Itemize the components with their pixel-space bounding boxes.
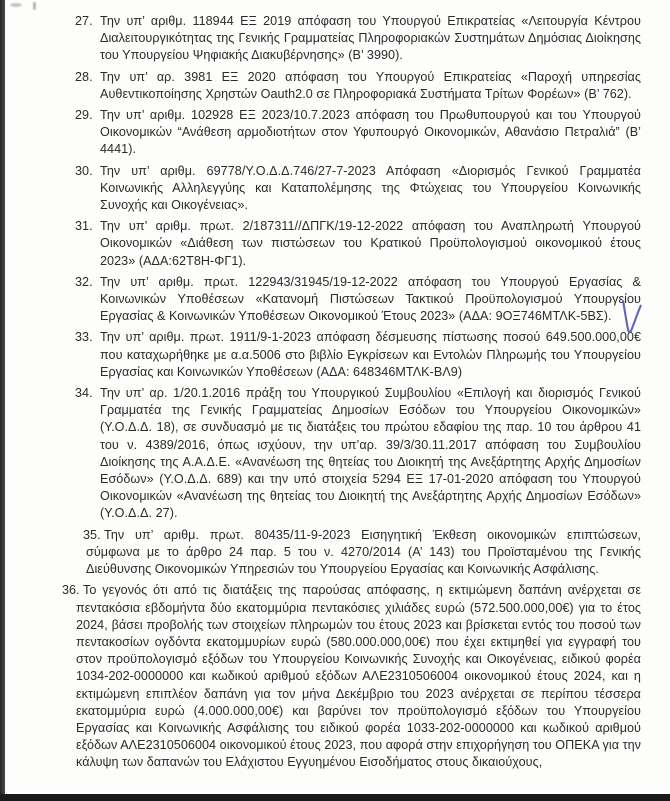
list-item-30 [0, 163, 641, 215]
item-text: Την υπ’ αριθμ. πρωτ. 2/187311//ΔΠΓΚ/19-12-2022 απόφαση του Αναπληρωτή Υπουργού Οικονομικών «Διάθεση των πιστώσεων του Κρατικού Προϋπολογισμού οικονομικού έτους 2023» (ΑΔΑ:62Τ8Η-ΦΓ1). [100, 219, 641, 268]
list-item-31 [0, 218, 641, 270]
item-number: 35. [83, 527, 101, 542]
item-number: 28. [75, 69, 93, 84]
item-number: 30. [75, 163, 93, 178]
list-item-34 [0, 385, 641, 523]
scan-edge-bottom [0, 794, 670, 801]
list-item-28 [0, 69, 641, 103]
handwritten-checkmark-annotation [618, 300, 642, 338]
item-text: Την υπ’ αριθμ. πρωτ. 1911/9-1-2023 απόφαση δέσμευσης πίστωσης ποσού 649.500.000,00€ που καταχωρήθηκε με α.α.5006 στο βιβλίο Εγκρίσεων και Εντολών Πληρωμής του Υπουργείου Εργασίας και Κοινωνικών Υποθέσεων (ΑΔΑ: 648346ΜΤΛΚ-ΒΛ9) [100, 330, 641, 379]
item-number: 36. [62, 583, 80, 598]
scan-speck [10, 3, 22, 7]
list-item-33 [0, 329, 641, 381]
list-item-32 [0, 274, 641, 326]
list-item-27 [0, 13, 641, 65]
item-number: 33. [75, 330, 93, 345]
item-number: 27. [75, 14, 93, 28]
list-item-29 [0, 107, 641, 159]
item-text: Την υπ’ αριθμ. πρωτ. 80435/11-9-2023 Εισηγητική Έκθεση οικονομικών επιπτώσεων, σύμφωνα με το άρθρο 24 παρ. 5 του ν. 4270/2014 (Α’ 143) του Προϊσταμένου της Γενικής Διεύθυνσης Οικονομικών Υπηρεσιών του Υπουργείου Εργασίας και Κοινωνικής Ασφάλισης. [86, 527, 641, 577]
item-text: Την υπ’ αριθμ. 118944 ΕΞ 2019 απόφαση του Υπουργού Επικρατείας «Λειτουργία Κέντρου Διαλειτουργικότητας της Γενικής Γραμματείας Πληροφοριακών Συστημάτων Δημόσιας Διοίκησης του Υπουργείου Ψηφιακής Διακυβέρνησης» (Β’ 3990). [100, 14, 641, 63]
item-text: Την υπ’ αρ. 1/20.1.2016 πράξη του Υπουργικού Συμβουλίου «Επιλογή και διορισμός Γενικού Γραμματέα της Γενικής Γραμματείας Δημοσίων Εσόδων του Υπουργείου Οικονομικών» (Υ.Ο.Δ.Δ. 18), σε συνδυασμό με τις διατάξεις του πρώτου εδαφίου της παρ. 10 του άρθρου 41 του ν. 4389/2016, όπως ισχύουν, την υπ’αρ. 39/3/30.11.2017 απόφαση του Συμβουλίου Διοίκησης της Α.Α.Δ.Ε. «Ανανέωση της θητείας του Διοικητή της Ανεξάρτητης Αρχής Δημοσίων Εσόδων» (Υ.Ο.Δ.Δ. 689) και την υπό στοιχεία 5294 ΕΞ 17-01-2020 απόφαση του Υπουργού Οικονομικών «Ανανέωση της θητείας του Διοικητή της Ανεξάρτητης Αρχής Δημοσίων Εσόδων» (Υ.Ο.Δ.Δ. 27). [100, 386, 641, 521]
scan-speck [33, 2, 36, 10]
item-number: 32. [75, 274, 93, 289]
item-text: Το γεγονός ότι από τις διατάξεις της παρούσας απόφασης, η εκτιμώμενη δαπάνη ανέρχεται σε πεντακόσια εβδομήντα δύο εκατομμύρια πεντακόσιες χιλιάδες ευρώ (572.500.000,00€) για το έτος 2024, βάσει προβολής των στοιχείων πληρωμών του έτους 2023 και βρίσκεται εντός του ποσού των πεντακοσίων ογδόντα εκατομμυρίων ευρώ (580.000.000,00€) που έχει εκτιμηθεί για εγγραφή του στον προϋπολογισμό εξόδων του Υπουργείου Κοινωνικής Συνοχής και Οικογένειας, ειδικού φορέα 1034-202-0000000 και κωδικού αριθμού εξόδων ΑΛΕ2310506004 οικονομικού έτους 2024, και η εκτιμώμενη επιπλέον δαπάνη για τον μήνα Δεκέμβριο του 2023 ανέρχεται σε περίπου τέσσερα εκατομμύρια ευρώ (4.000.000,00€) και βαρύνει τον προϋπολογισμό εξόδων του Υπουργείου Εργασίας και Κοινωνικής Ασφάλισης του ειδικού φορέα 1033-202-0000000 και κωδικού αριθμού εξόδων ΑΛΕ2310506004 οικονομικού έτους 2023, που αφορά στην επιχορήγηση του ΟΠΕΚΑ για την κάλυψη των δαπανών του Ελάχιστου Εγγυημένου Εισοδήματος στους δικαιούχους, [76, 583, 641, 770]
list-item-36 [0, 582, 641, 771]
item-text: Την υπ’ αριθμ. 69778/Υ.Ο.Δ.Δ.746/27-7-2023 Απόφαση «Διορισμός Γενικού Γραμματέα Κοινωνικής Αλληλεγγύης και Καταπολέμησης της Φτώχειας του Υπουργείου Κοινωνικής Συνοχής και Οικογένειας». [100, 163, 641, 213]
list-item-35 [0, 527, 641, 579]
document-page [0, 13, 670, 776]
item-number: 29. [75, 108, 93, 123]
item-text: Την υπ’ αριθμ. πρωτ. 122943/31945/19-12-2022 απόφαση του Υπουργού Εργασίας & Κοινωνικών Υποθέσεων «Κατανομή Πιστώσεων Τακτικού Προϋπολογισμού Υπουργείου Εργασίας & Κοινωνικών Υποθέσεων Οικονομικού Έτους 2023» (ΑΔΑ: 9ΟΞ746ΜΤΛΚ-5ΒΣ). [100, 274, 641, 324]
item-text: Την υπ’ αρ. 3981 ΕΞ 2020 απόφαση του Υπουργού Επικρατείας «Παροχή υπηρεσίας Αυθεντικοποίησης Χρηστών Oauth2.0 σε Πληροφοριακά Συστήματα Τρίτων Φορέων» (Β’ 762). [100, 69, 641, 101]
item-text: Την υπ’ αριθμ. 102928 ΕΞ 2023/10.7.2023 απόφαση του Πρωθυπουργού και του Υπουργού Οικονομικών “Ανάθεση αρμοδιοτήτων στον Υφυπουργό Οικονομικών, Αθανάσιο Πετραλιά” (Β’ 4441). [100, 108, 641, 157]
item-number: 31. [75, 219, 93, 234]
item-number: 34. [75, 386, 93, 401]
